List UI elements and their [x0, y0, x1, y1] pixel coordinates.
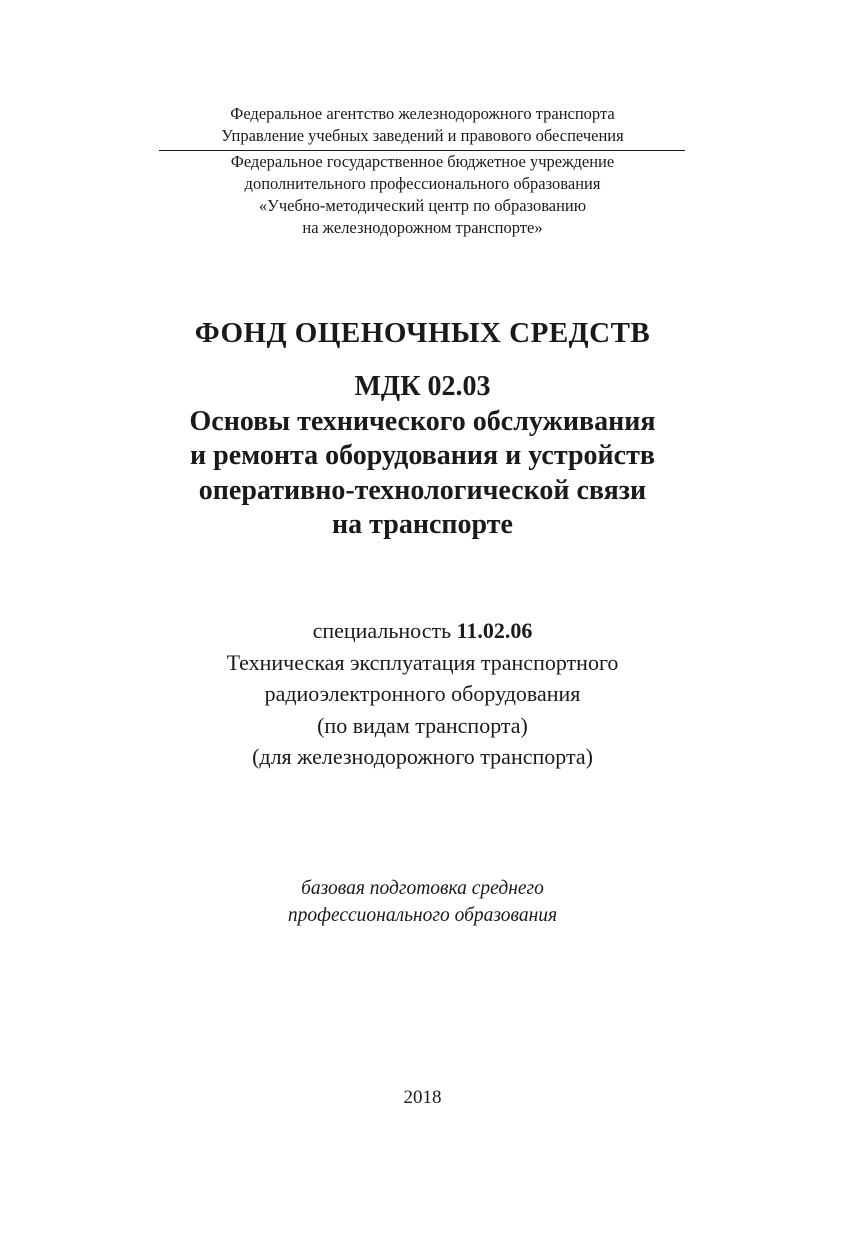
specialty-name-line: Техническая эксплуатация транспортного: [226, 649, 619, 675]
document-title: ФОНД ОЦЕНОЧНЫХ СРЕДСТВ: [194, 317, 651, 349]
institution-line: «Учебно-методический центр по образованию: [258, 196, 587, 215]
course-name-line: оперативно-технологической связи: [198, 474, 647, 506]
course-name-line: и ремонта оборудования и устройств: [190, 440, 655, 471]
specialty-name-line: радиоэлектронного оборудования: [264, 681, 581, 706]
agency-header: [0, 103, 845, 147]
specialty-block: [0, 615, 845, 773]
institution-line: на железнодорожном транспорте»: [302, 218, 543, 237]
training-level-line: профессионального образования: [287, 905, 558, 926]
course-name-line: на транспорте: [332, 509, 513, 540]
department-name: Управление учебных заведений и правового обеспечения: [221, 126, 624, 145]
course-block: [0, 370, 845, 543]
specialty-name-line: (по видам транспорта): [317, 712, 528, 738]
specialty-code: 11.02.06: [456, 618, 533, 643]
institution-header: [0, 151, 845, 239]
institution-line: дополнительного профессионального образования: [244, 174, 601, 193]
course-code: МДК 02.03: [354, 371, 491, 402]
specialty-heading: [0, 615, 845, 647]
publication-year: 2018: [403, 1087, 442, 1108]
agency-name: Федеральное агентство железнодорожного транспорта: [230, 104, 615, 123]
training-level: [0, 875, 845, 929]
specialty-name-line: (для железнодорожного транспорта): [252, 744, 593, 769]
institution-line: Федеральное государственное бюджетное учреждение: [230, 152, 615, 171]
specialty-label: специальность: [312, 618, 457, 643]
training-level-line: базовая подготовка среднего: [301, 878, 544, 899]
course-name-line: Основы технического обслуживания: [189, 405, 656, 437]
